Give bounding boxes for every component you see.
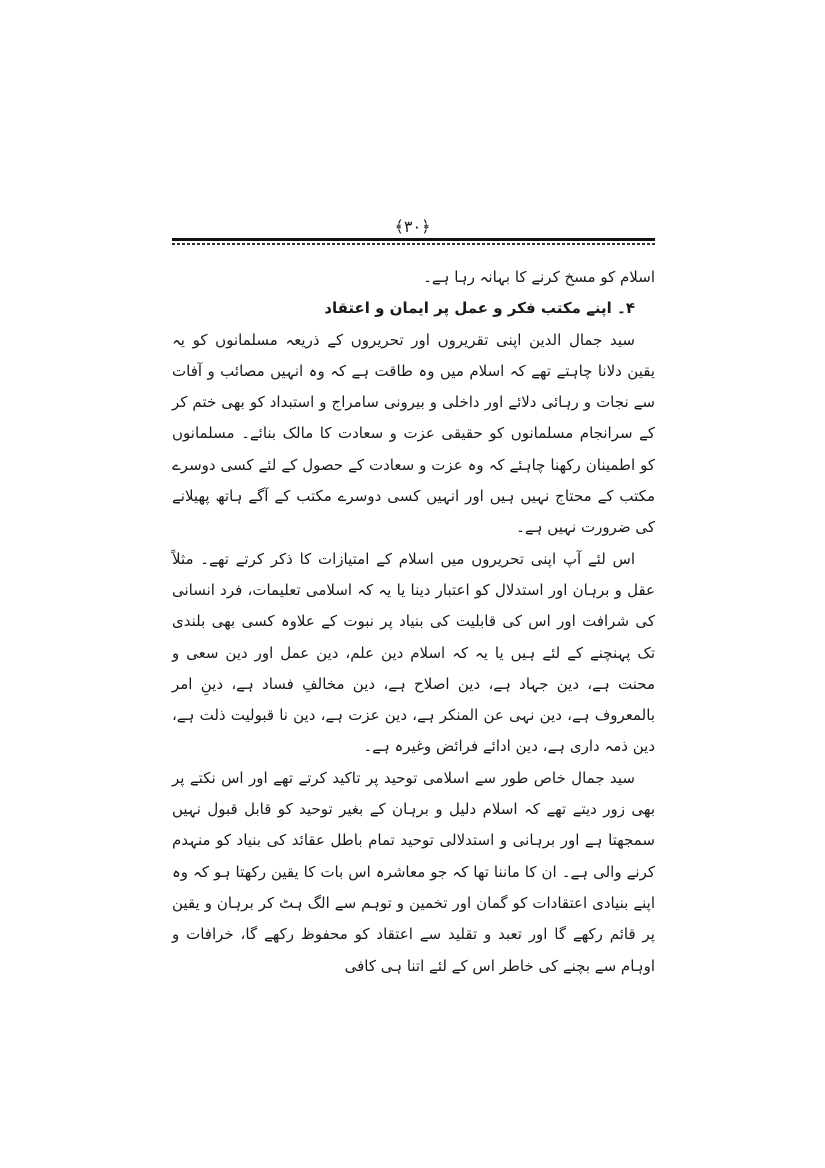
paragraph-3: سید جمال خاص طور سے اسلامی توحید پر تاکید کرتے تھے اور اس نکتے پر بھی زور دیتے تھے کہ اسلام دلیل و برہان کے بغیر توحید کو قابل قبول نہیں سمجھتا ہے اور برہانی و استدلالی توحید تمام باطل عقائد کی بنیاد کو منہدم کرنے والی ہے۔ ان کا ماننا تھا کہ جو معاشرہ اس بات کا یقین رکھتا ہو کہ وہ اپنے بنیادی اعتقادات کو گمان اور تخمین و توہم سے الگ ہٹ کر برہان و یقین پر قائم رکھے گا اور تعبد و تقلید سے اعتقاد کو محفوظ رکھے گا، خرافات و اوہام سے بچنے کی خاطر اس کے لئے اتنا ہی کافی: [172, 768, 655, 975]
continuation-line: اسلام کو مسخ کرنے کا بہانہ رہا ہے۔: [423, 268, 655, 286]
paragraph-1: سید جمال الدین اپنی تقریروں اور تحریروں کے ذریعہ مسلمانوں کو یہ یقین دلانا چاہتے تھے کہ اسلام میں وہ طاقت ہے کہ وہ انہیں مصائب و آفات سے نجات و رہائی دلائے اور داخلی و بیرونی سامراج و استبداد کو بھی ختم کر کے سرانجام مسلمانوں کو حقیقی عزت و سعادت کا مالک بنائے۔ مسلمانوں کو اطمینان رکھنا چاہئے کہ وہ عزت و سعادت کے حصول کے لئے کسی دوسرے مکتب کے محتاج نہیں ہیں اور انہیں کسی دوسرے مکتب کے آگے ہاتھ پھیلانے کی ضرورت نہیں ہے۔: [172, 330, 655, 537]
header-rule-dotted: [172, 243, 655, 245]
page-number: ﴿۳۰﴾: [394, 217, 431, 236]
body-text: [172, 262, 655, 982]
section-heading: ۴۔ اپنے مکتب فکر و عمل پر ایمان و اعتقاد: [324, 299, 635, 318]
header-rule-thick: [172, 238, 655, 241]
header-divider: [172, 238, 655, 246]
paragraph-2: اس لئے آپ اپنی تحریروں میں اسلام کے امتیازات کا ذکر کرتے تھے۔ مثلاً عقل و برہان اور استدلال کو اعتبار دینا یا یہ کہ اسلامی تعلیمات، فرد انسانی کی شرافت اور اس کی قابلیت کی بنیاد پر نبوت کے علاوہ کسی بھی بلندی تک پہنچنے کے لئے ہیں یا یہ کہ اسلام دین علم، دین عمل اور دین سعی و محنت ہے، دین جہاد ہے، دین اصلاح ہے، دین مخالفِ فساد ہے، دینِ امر بالمعروف ہے، دین نہی عن المنکر ہے، دین عزت ہے، دین نا قبولیت ذلت ہے، دین ذمہ داری ہے، دین ادائے فرائض وغیرہ ہے۔: [172, 549, 655, 756]
